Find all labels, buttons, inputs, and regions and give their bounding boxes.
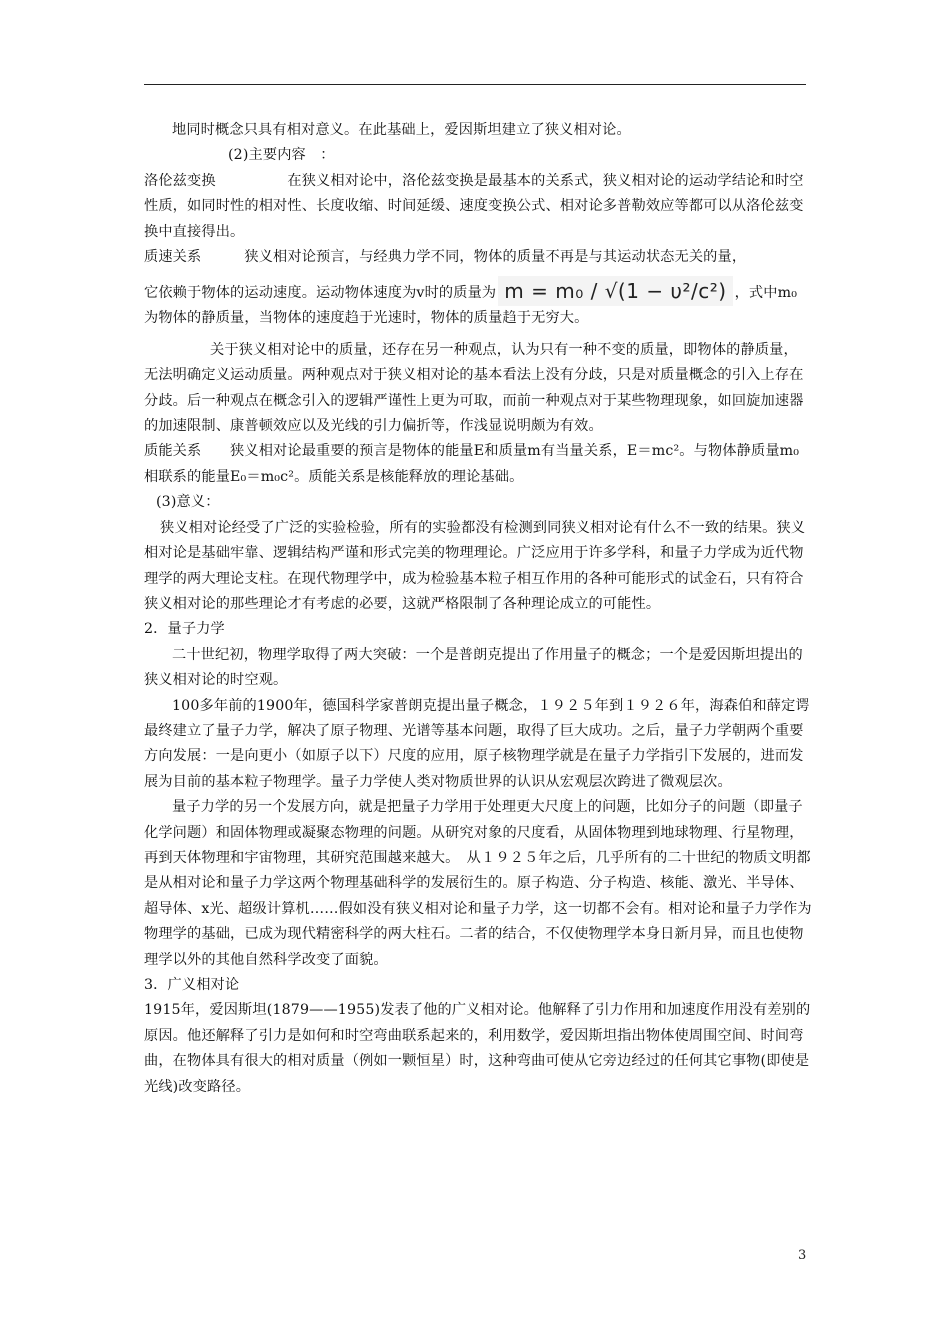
paragraph: 1915年，爱因斯坦(1879——1955)发表了他的广义相对论。他解释了引力作用和加速度作用没有差别的原因。他还解释了引力是如何和时空弯曲联系起来的，利用数学，爱因斯坦指出物体使周围空间、时间弯曲，在物体具有很大的相对质量（例如一颗恒星）时，这种弯曲可使从它旁边经过的任何其它事物(即使是光线)改变路径。 [144, 1002, 811, 1095]
paragraph: 量子力学的另一个发展方向，就是把量子力学用于处理更大尺度上的问题，比如分子的问题（即量子化学问题）和固体物理或凝聚态物理的问题。从研究对象的尺度看，从固体物理到地球物理、行星物理，再到天体物理和宇宙物理，其研究范围越来越大。 从１９２５年之后，几乎所有的二十世纪的物质文明都是从相对论和量子力学这两个物理基础科学的发展衍生的。原子构造、分子构造、核能、激光、半导体、超导体、x光、超级计算机……假如没有狭义相对论和量子力学，这一切都不会有。相对论和量子力学作为物理学的基础，已成为现代精密科学的两大柱石。二者的结合，不仅使物理学本身日新月异，而且也使物理学以外的其他自然科学改变了面貌。 [144, 799, 812, 968]
paragraph: 100多年前的1900年，德国科学家普朗克提出量子概念，１９２５年到１９２６年，海森伯和薛定谔最终建立了量子力学，解决了原子物理、光谱等基本问题，取得了巨大成功。之后，量子力学朝两个重要方向发展：一是向更小（如原子以下）尺度的应用，原子核物理学就是在量子力学指引下发展的，进而发展为目前的基本粒子物理学。量子力学使人类对物质世界的认识从宏观层次跨进了微观层次。 [144, 697, 810, 790]
paragraph-mass-velocity: 质速关系 狭义相对论预言，与经典力学不同，物体的质量不再是与其运动状态无关的量， [144, 249, 747, 266]
mass-formula: m = m₀ / √(1 − υ²/c²) [498, 276, 732, 306]
section-heading: 3．广义相对论 [144, 977, 240, 993]
mass-formula-line [144, 276, 812, 306]
header-rule [144, 84, 806, 85]
paragraph: 狭义相对论经受了广泛的实验检验，所有的实验都没有检测到同狭义相对论有什么不一致的结果。狭义相对论是基础牢靠、逻辑结构严谨和形式完美的物理理论。广泛应用于许多学科，和量子力学成为近代物理学的两大理论支柱。在现代物理学中，成为检验基本粒子相互作用的各种可能形式的试金石，只有符合狭义相对论的那些理论才有考虑的必要，这就严格限制了各种理论成立的可能性。 [144, 519, 806, 612]
paragraph-mass-energy: 质能关系 狭义相对论最重要的预言是物体的能量E和质量m有当量关系，E＝mc²。与物体静质量m₀相联系的能量E₀＝m₀c²。质能关系是核能释放的理论基础。 [144, 443, 800, 485]
section-subheading: (3)意义： [156, 494, 220, 511]
paragraph-fragment: ，式中m₀ [734, 285, 798, 302]
paragraph: 为物体的静质量，当物体的速度趋于光速时，物体的质量趋于无穷大。 [144, 310, 589, 327]
document-body [144, 118, 812, 1100]
section-heading: 2．量子力学 [144, 621, 225, 638]
page-number: 3 [798, 1248, 807, 1263]
paragraph-lorentz: 洛伦兹变换 在狭义相对论中，洛伦兹变换是最基本的关系式，狭义相对论的运动学结论和时空性质，如同时性的相对性、长度收缩、时间延缓、速度变换公式、相对论多普勒效应等都可以从洛伦兹变换中直接得出。 [144, 172, 804, 240]
paragraph-fragment: 它依赖于物体的运动速度。运动物体速度为v时的质量为 [144, 285, 497, 302]
paragraph: 地同时概念只具有相对意义。在此基础上，爱因斯坦建立了狭义相对论。 [172, 122, 631, 138]
paragraph: 关于狭义相对论中的质量，还存在另一种观点，认为只有一种不变的质量，即物体的静质量，无法明确定义运动质量。两种观点对于狭义相对论的基本看法上没有分歧，只是对质量概念的引入上存在分歧。后一种观点在概念引入的逻辑严谨性上更为可取，而前一种观点对于某些物理现象，如回旋加速器的加速限制、康普顿效应以及光线的引力偏折等，作浅显说明颇为有效。 [144, 341, 804, 435]
paragraph: 二十世纪初，物理学取得了两大突破：一个是普朗克提出了作用量子的概念；一个是爱因斯坦提出的狭义相对论的时空观。 [144, 646, 803, 689]
section-subheading: (2)主要内容 ： [228, 147, 335, 164]
